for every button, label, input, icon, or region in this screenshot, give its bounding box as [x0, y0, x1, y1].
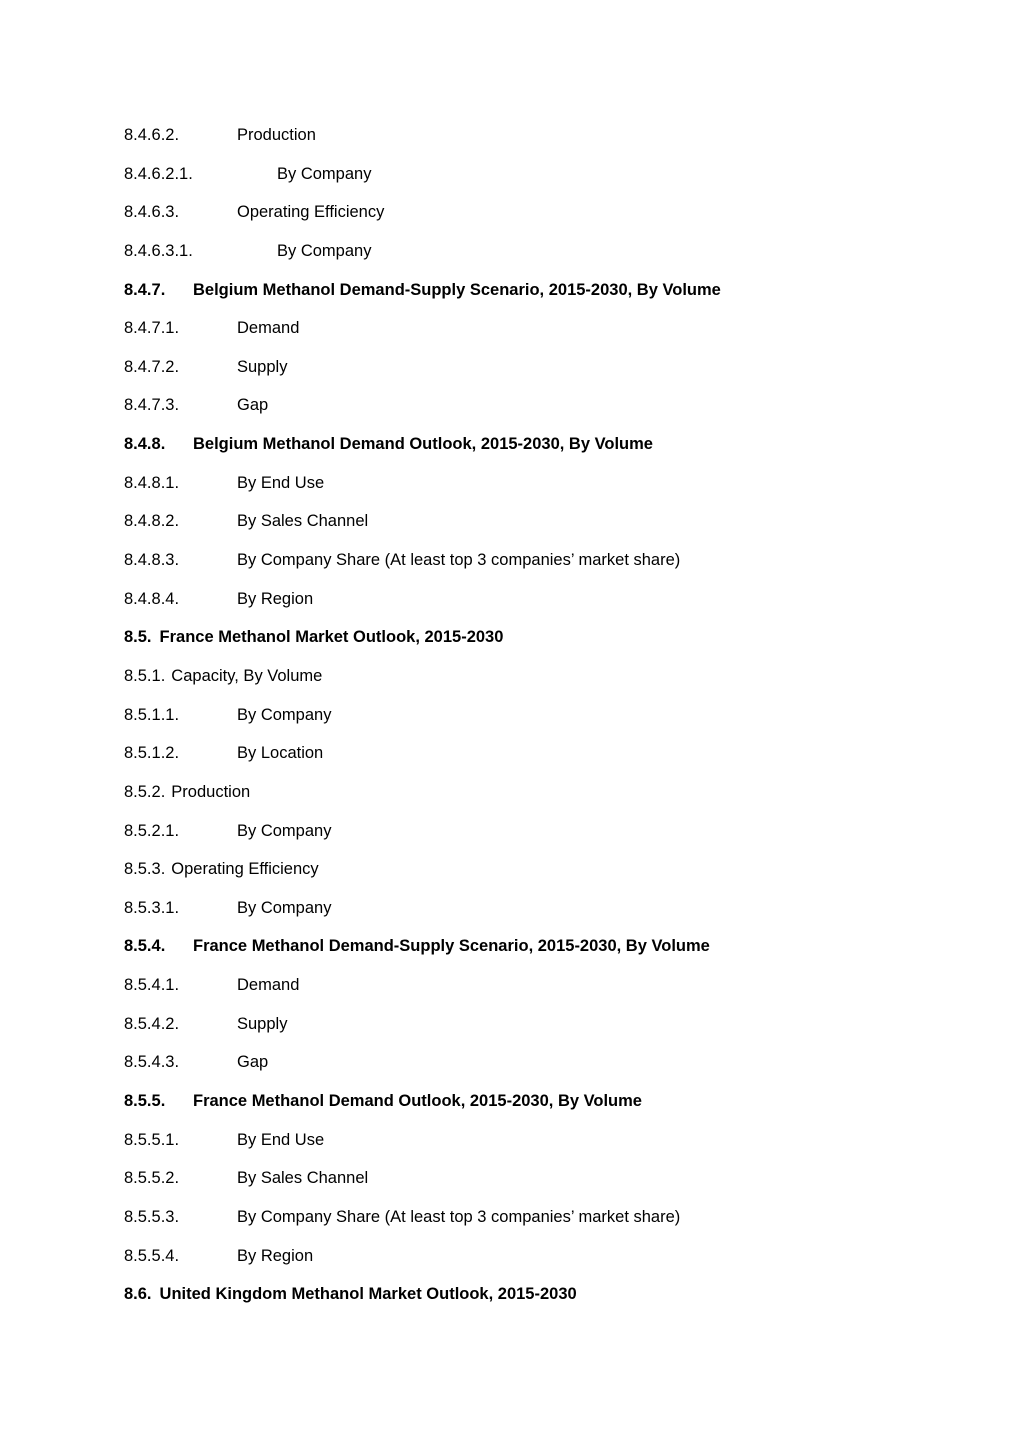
toc-entry [124, 239, 984, 278]
toc-entry-label: By Company Share (At least top 3 companies’ market share) [237, 1207, 681, 1226]
toc-entry-label: France Methanol Market Outlook, 2015-2030 [159, 628, 504, 647]
toc-entry-label: By End Use [237, 1130, 325, 1149]
toc-entry-label: By Sales Channel [237, 1169, 369, 1188]
toc-entry-label: By Company [237, 705, 332, 724]
toc-entry-number: 8.4.8.1. [124, 473, 180, 492]
toc-entry-number: 8.4.7. [124, 280, 166, 299]
toc-entry-number: 8.5.4.2. [124, 1014, 180, 1033]
toc-entry-number: 8.4.7.1. [124, 319, 180, 338]
toc-section-heading [124, 432, 984, 471]
toc-entry [124, 1128, 984, 1167]
toc-entry-label: By Company [277, 241, 372, 260]
toc-entry [124, 548, 984, 587]
toc-entry [124, 587, 984, 626]
toc-entry-label: By Company [237, 898, 332, 917]
toc-entry-label: Capacity, By Volume [171, 666, 323, 685]
toc-entry-number: 8.5.2. [124, 782, 166, 801]
toc-section-heading [124, 934, 984, 973]
toc-entry-number: 8.4.7.2. [124, 357, 180, 376]
toc-entry-number: 8.5.5.2. [124, 1169, 180, 1188]
toc-entry-number: 8.5.2.1. [124, 821, 180, 840]
toc-entry-number: 8.4.7.3. [124, 396, 180, 415]
toc-entry-number: 8.6. [124, 1285, 152, 1304]
toc-entry-label: Production [171, 782, 251, 801]
toc-entry-number: 8.4.6.3. [124, 203, 180, 222]
toc-entry-label: By Region [237, 589, 314, 608]
toc-entry [124, 1244, 984, 1283]
toc-entry-number: 8.5. [124, 628, 152, 647]
toc-section-heading [124, 278, 984, 317]
toc-entry [124, 200, 984, 239]
toc-entry-label: By End Use [237, 473, 325, 492]
toc-section-heading [124, 1282, 984, 1321]
toc-entry [124, 896, 984, 935]
toc-entry-number: 8.4.6.2.1. [124, 164, 193, 183]
toc-entry-label: Gap [237, 1053, 269, 1072]
toc-entry-number: 8.4.6.3.1. [124, 241, 193, 260]
toc-entry-label: By Location [237, 744, 324, 763]
toc-entry-label: Belgium Methanol Demand-Supply Scenario, 2015-2030, By Volume [193, 280, 721, 299]
toc-entry-number: 8.5.4.1. [124, 976, 180, 995]
toc-entry [124, 393, 984, 432]
toc-entry-label: Production [237, 126, 316, 144]
toc-entry-label: Supply [237, 1014, 288, 1033]
toc-section-heading [124, 1089, 984, 1128]
table-of-contents [124, 123, 984, 1321]
toc-entry-number: 8.4.8.4. [124, 589, 180, 608]
toc-entry-number: 8.5.4.3. [124, 1053, 180, 1072]
toc-entry-label: Supply [237, 357, 288, 376]
toc-entry-label: By Region [237, 1246, 314, 1265]
toc-entry-number: 8.5.5.1. [124, 1130, 180, 1149]
toc-section-heading [124, 625, 984, 664]
toc-entry-label: France Methanol Demand Outlook, 2015-2030, By Volume [193, 1092, 642, 1111]
toc-entry-number: 8.5.5.3. [124, 1207, 180, 1226]
toc-entry [124, 703, 984, 742]
toc-entry-number: 8.5.1.1. [124, 705, 180, 724]
toc-entry-label: Gap [237, 396, 269, 415]
toc-entry-number: 8.5.3.1. [124, 898, 180, 917]
toc-entry [124, 857, 984, 896]
toc-entry-number: 8.4.8. [124, 435, 166, 454]
toc-entry-number: 8.5.1. [124, 666, 166, 685]
toc-entry [124, 664, 984, 703]
toc-entry-label: Operating Efficiency [237, 203, 385, 222]
toc-entry [124, 741, 984, 780]
toc-entry [124, 1166, 984, 1205]
toc-entry-number: 8.5.5. [124, 1092, 166, 1111]
toc-entry [124, 509, 984, 548]
toc-entry-label: By Company [237, 821, 332, 840]
toc-entry [124, 819, 984, 858]
toc-entry-number: 8.5.5.4. [124, 1246, 180, 1265]
toc-entry-label: By Company Share (At least top 3 companies’ market share) [237, 551, 681, 570]
toc-entry-label: By Company [277, 164, 372, 183]
toc-entry-number: 8.4.6.2. [124, 126, 180, 144]
toc-entry [124, 355, 984, 394]
toc-entry-label: Demand [237, 319, 300, 338]
toc-entry [124, 780, 984, 819]
toc-entry-label: Belgium Methanol Demand Outlook, 2015-2030, By Volume [193, 435, 653, 454]
toc-entry-label: Operating Efficiency [171, 860, 319, 879]
toc-entry-label: United Kingdom Methanol Market Outlook, 2015-2030 [159, 1285, 577, 1304]
toc-entry-label: France Methanol Demand-Supply Scenario, 2015-2030, By Volume [193, 937, 710, 956]
toc-entry [124, 1012, 984, 1051]
toc-entry-number: 8.4.8.2. [124, 512, 180, 531]
toc-entry [124, 162, 984, 201]
toc-entry [124, 1205, 984, 1244]
toc-entry-label: Demand [237, 976, 300, 995]
toc-entry [124, 316, 984, 355]
toc-entry-number: 8.5.3. [124, 860, 166, 879]
toc-entry [124, 471, 984, 510]
toc-entry-label: By Sales Channel [237, 512, 369, 531]
toc-entry-number: 8.5.1.2. [124, 744, 180, 763]
toc-entry [124, 123, 984, 162]
toc-entry-number: 8.4.8.3. [124, 551, 180, 570]
toc-entry [124, 1050, 984, 1089]
toc-entry-number: 8.5.4. [124, 937, 166, 956]
toc-entry [124, 973, 984, 1012]
